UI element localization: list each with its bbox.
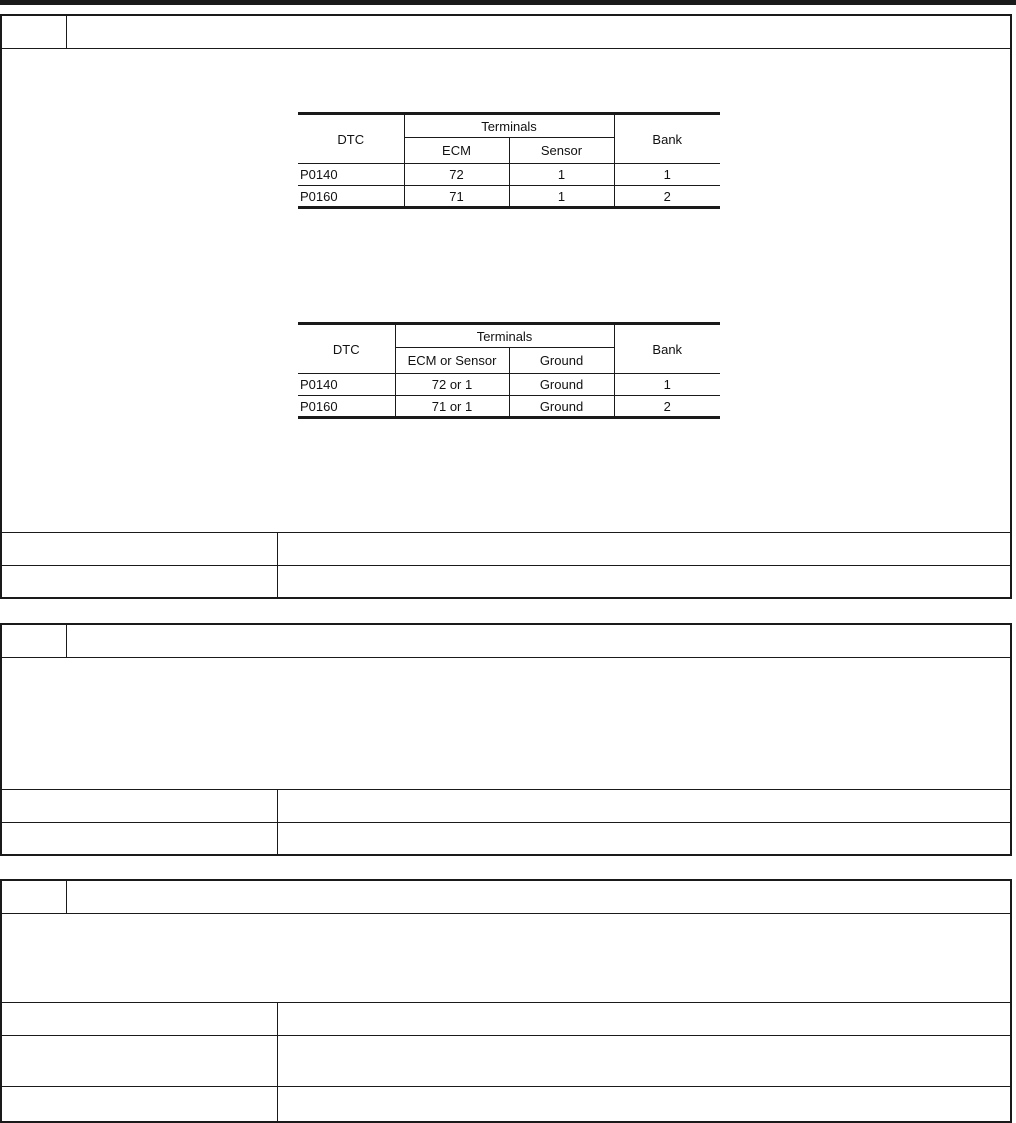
cell-dtc: P0140: [298, 374, 395, 396]
result-key-cell: [2, 1087, 278, 1122]
cell-ground: Ground: [509, 396, 614, 418]
cell-dtc: P0160: [298, 396, 395, 418]
cell-ecm: 72: [404, 164, 509, 186]
cell-bank: 2: [614, 396, 720, 418]
result-key-cell: [2, 823, 278, 855]
result-row-ng: [2, 822, 1010, 855]
col-header-ecm: ECM: [404, 138, 509, 164]
table-row: [298, 396, 720, 418]
step-header: [2, 625, 1010, 658]
col-header-terminals: Terminals: [395, 324, 614, 348]
result-value-cell: [278, 533, 1010, 565]
result-key-cell: [2, 533, 278, 565]
col-header-bank: Bank: [614, 114, 720, 164]
cell-sensor: 1: [509, 164, 614, 186]
col-header-ecm-or-sensor: ECM or Sensor: [395, 348, 509, 374]
step-number-cell: [2, 625, 67, 657]
result-value-cell: [278, 790, 1010, 822]
cell-bank: 2: [614, 186, 720, 208]
result-value-cell: [278, 823, 1010, 855]
result-key-cell: [2, 1003, 278, 1035]
step-box-1: [0, 14, 1012, 599]
col-header-dtc: DTC: [298, 114, 404, 164]
step-header: [2, 16, 1010, 49]
col-header-bank: Bank: [614, 324, 720, 374]
result-key-cell: [2, 1036, 278, 1086]
result-row-ok: [2, 532, 1010, 565]
cell-ecm: 71: [404, 186, 509, 208]
result-row-2: [2, 1035, 1010, 1086]
table-row: [298, 164, 720, 186]
cell-ecm-or-sensor: 71 or 1: [395, 396, 509, 418]
step-number-cell: [2, 16, 67, 48]
result-row-3: [2, 1086, 1010, 1122]
col-header-ground: Ground: [509, 348, 614, 374]
result-row-1: [2, 1002, 1010, 1035]
result-value-cell: [278, 566, 1010, 598]
cell-ecm-or-sensor: 72 or 1: [395, 374, 509, 396]
cell-bank: 1: [614, 164, 720, 186]
cell-sensor: 1: [509, 186, 614, 208]
terminal-continuity-table: [298, 112, 720, 209]
cell-bank: 1: [614, 374, 720, 396]
col-header-sensor: Sensor: [509, 138, 614, 164]
step-box-2: [0, 623, 1012, 856]
step-box-3: [0, 879, 1012, 1123]
col-header-terminals: Terminals: [404, 114, 614, 138]
result-key-cell: [2, 566, 278, 598]
cell-dtc: P0140: [298, 164, 404, 186]
result-value-cell: [278, 1003, 1010, 1035]
result-row-ng: [2, 565, 1010, 598]
step-header: [2, 881, 1010, 914]
result-value-cell: [278, 1036, 1010, 1086]
col-header-dtc: DTC: [298, 324, 395, 374]
top-rule: [0, 0, 1016, 5]
result-key-cell: [2, 790, 278, 822]
table-row: [298, 374, 720, 396]
table-row: [298, 186, 720, 208]
result-row-ok: [2, 789, 1010, 822]
result-value-cell: [278, 1087, 1010, 1122]
ground-short-table: [298, 322, 720, 419]
step-number-cell: [2, 881, 67, 913]
cell-ground: Ground: [509, 374, 614, 396]
cell-dtc: P0160: [298, 186, 404, 208]
